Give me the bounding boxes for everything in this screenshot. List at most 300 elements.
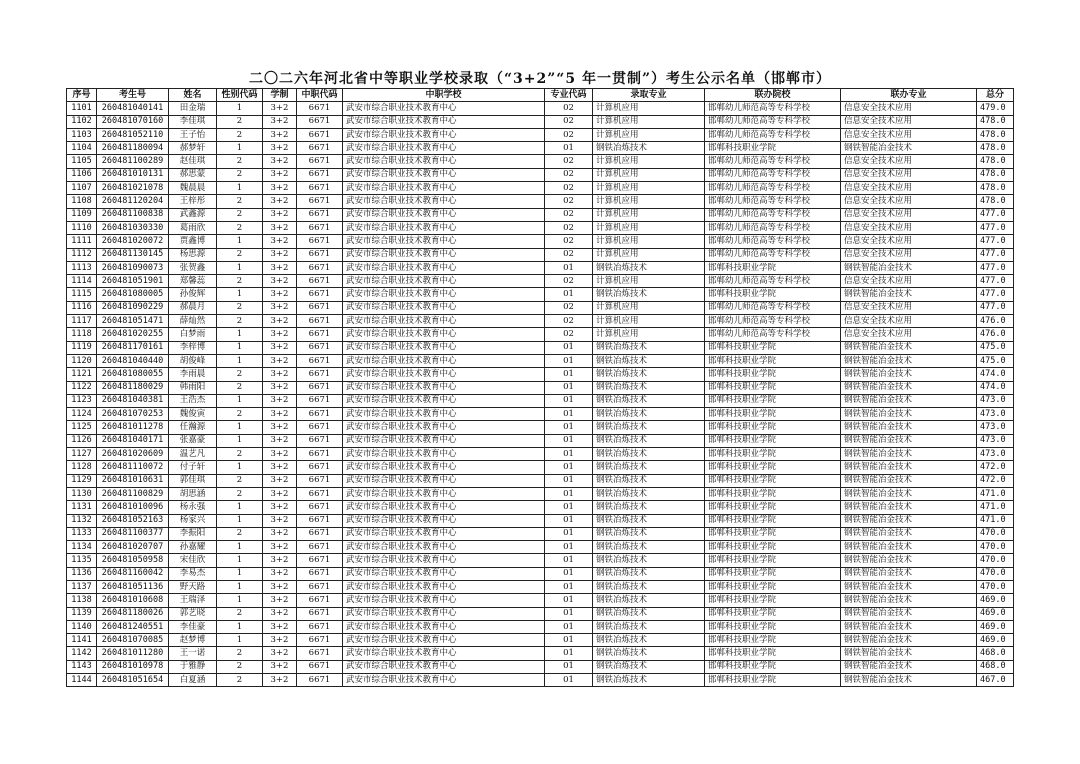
cell-exam-id: 260481090229 bbox=[97, 301, 169, 314]
cell-school: 武安市综合职业技术教育中心 bbox=[343, 168, 545, 181]
cell-partner-college: 邯郸科技职业学院 bbox=[705, 674, 841, 687]
cell-total-score: 477.0 bbox=[977, 301, 1014, 314]
cell-index: 1135 bbox=[67, 554, 97, 567]
cell-major-code: 01 bbox=[545, 527, 593, 540]
cell-partner-major: 信息安全技术应用 bbox=[841, 235, 977, 248]
col-header-program-type: 学制 bbox=[263, 89, 297, 102]
col-header-school-code: 中职代码 bbox=[297, 89, 343, 102]
cell-admitted-major: 钢铁冶炼技术 bbox=[593, 474, 705, 487]
cell-admitted-major: 计算机应用 bbox=[593, 195, 705, 208]
cell-name: 胡思涵 bbox=[169, 487, 217, 500]
cell-gender-code: 2 bbox=[217, 195, 263, 208]
cell-school: 武安市综合职业技术教育中心 bbox=[343, 474, 545, 487]
cell-name: 李佳豪 bbox=[169, 620, 217, 633]
cell-name: 张嘉豪 bbox=[169, 434, 217, 447]
cell-partner-major: 钢铁智能冶金技术 bbox=[841, 527, 977, 540]
cell-index: 1105 bbox=[67, 155, 97, 168]
cell-exam-id: 260481090073 bbox=[97, 261, 169, 274]
cell-index: 1134 bbox=[67, 541, 97, 554]
cell-index: 1140 bbox=[67, 620, 97, 633]
cell-school-code: 6671 bbox=[297, 288, 343, 301]
table-row bbox=[67, 554, 1014, 567]
cell-gender-code: 2 bbox=[217, 474, 263, 487]
cell-exam-id: 260481130145 bbox=[97, 248, 169, 261]
cell-major-code: 02 bbox=[545, 115, 593, 128]
cell-major-code: 02 bbox=[545, 235, 593, 248]
cell-name: 李易杰 bbox=[169, 567, 217, 580]
table-body bbox=[67, 102, 1014, 687]
cell-admitted-major: 钢铁冶炼技术 bbox=[593, 394, 705, 407]
cell-school-code: 6671 bbox=[297, 554, 343, 567]
cell-admitted-major: 钢铁冶炼技术 bbox=[593, 634, 705, 647]
cell-partner-major: 钢铁智能冶金技术 bbox=[841, 261, 977, 274]
cell-major-code: 01 bbox=[545, 408, 593, 421]
cell-exam-id: 260481051901 bbox=[97, 275, 169, 288]
cell-admitted-major: 钢铁冶炼技术 bbox=[593, 354, 705, 367]
cell-name: 宋佳欣 bbox=[169, 554, 217, 567]
cell-major-code: 02 bbox=[545, 182, 593, 195]
table-row bbox=[67, 128, 1014, 141]
cell-school-code: 6671 bbox=[297, 448, 343, 461]
cell-exam-id: 260481011280 bbox=[97, 647, 169, 660]
cell-gender-code: 1 bbox=[217, 634, 263, 647]
cell-total-score: 471.0 bbox=[977, 514, 1014, 527]
cell-admitted-major: 钢铁冶炼技术 bbox=[593, 594, 705, 607]
admission-table bbox=[66, 88, 1014, 687]
cell-partner-college: 邯郸科技职业学院 bbox=[705, 501, 841, 514]
cell-gender-code: 2 bbox=[217, 275, 263, 288]
cell-major-code: 02 bbox=[545, 275, 593, 288]
cell-index: 1133 bbox=[67, 527, 97, 540]
cell-name: 王梓彤 bbox=[169, 195, 217, 208]
table-row bbox=[67, 235, 1014, 248]
cell-school-code: 6671 bbox=[297, 408, 343, 421]
cell-name: 赵佳琪 bbox=[169, 155, 217, 168]
cell-school-code: 6671 bbox=[297, 434, 343, 447]
table-row bbox=[67, 261, 1014, 274]
cell-admitted-major: 计算机应用 bbox=[593, 221, 705, 234]
cell-admitted-major: 计算机应用 bbox=[593, 128, 705, 141]
cell-major-code: 01 bbox=[545, 580, 593, 593]
cell-exam-id: 260481110072 bbox=[97, 461, 169, 474]
cell-exam-id: 260481080055 bbox=[97, 368, 169, 381]
cell-index: 1121 bbox=[67, 368, 97, 381]
cell-gender-code: 1 bbox=[217, 182, 263, 195]
cell-admitted-major: 钢铁冶炼技术 bbox=[593, 368, 705, 381]
cell-name: 白夏涵 bbox=[169, 674, 217, 687]
cell-name: 付子轩 bbox=[169, 461, 217, 474]
cell-partner-major: 钢铁智能冶金技术 bbox=[841, 594, 977, 607]
cell-exam-id: 260481160042 bbox=[97, 567, 169, 580]
cell-name: 魏晨晨 bbox=[169, 182, 217, 195]
cell-major-code: 02 bbox=[545, 155, 593, 168]
cell-program-type: 3+2 bbox=[263, 288, 297, 301]
cell-gender-code: 1 bbox=[217, 461, 263, 474]
cell-admitted-major: 计算机应用 bbox=[593, 155, 705, 168]
document-title: 二〇二六年河北省中等职业学校录取（“3+2”“5 年一贯制”）考生公示名单（邯郸市） bbox=[248, 71, 832, 87]
cell-partner-major: 信息安全技术应用 bbox=[841, 315, 977, 328]
cell-major-code: 01 bbox=[545, 474, 593, 487]
cell-total-score: 469.0 bbox=[977, 620, 1014, 633]
cell-total-score: 477.0 bbox=[977, 235, 1014, 248]
cell-partner-major: 钢铁智能冶金技术 bbox=[841, 674, 977, 687]
cell-partner-college: 邯郸科技职业学院 bbox=[705, 341, 841, 354]
cell-index: 1141 bbox=[67, 634, 97, 647]
cell-gender-code: 2 bbox=[217, 674, 263, 687]
cell-exam-id: 260481240551 bbox=[97, 620, 169, 633]
cell-school: 武安市综合职业技术教育中心 bbox=[343, 607, 545, 620]
cell-program-type: 3+2 bbox=[263, 634, 297, 647]
cell-school: 武安市综合职业技术教育中心 bbox=[343, 554, 545, 567]
cell-exam-id: 260481100829 bbox=[97, 487, 169, 500]
cell-gender-code: 2 bbox=[217, 487, 263, 500]
cell-name: 赵梦博 bbox=[169, 634, 217, 647]
cell-partner-major: 信息安全技术应用 bbox=[841, 182, 977, 195]
cell-name: 韩雨阳 bbox=[169, 381, 217, 394]
cell-school-code: 6671 bbox=[297, 607, 343, 620]
cell-program-type: 3+2 bbox=[263, 354, 297, 367]
table-row bbox=[67, 368, 1014, 381]
cell-program-type: 3+2 bbox=[263, 434, 297, 447]
cell-exam-id: 260481100838 bbox=[97, 208, 169, 221]
cell-index: 1126 bbox=[67, 434, 97, 447]
cell-partner-major: 信息安全技术应用 bbox=[841, 208, 977, 221]
cell-gender-code: 1 bbox=[217, 421, 263, 434]
cell-partner-college: 邯郸幼儿师范高等专科学校 bbox=[705, 248, 841, 261]
cell-program-type: 3+2 bbox=[263, 208, 297, 221]
table-row bbox=[67, 474, 1014, 487]
cell-gender-code: 1 bbox=[217, 567, 263, 580]
cell-program-type: 3+2 bbox=[263, 315, 297, 328]
cell-gender-code: 2 bbox=[217, 301, 263, 314]
cell-index: 1107 bbox=[67, 182, 97, 195]
cell-name: 王子怡 bbox=[169, 128, 217, 141]
cell-major-code: 01 bbox=[545, 634, 593, 647]
cell-partner-major: 钢铁智能冶金技术 bbox=[841, 660, 977, 673]
table-row bbox=[67, 580, 1014, 593]
cell-total-score: 479.0 bbox=[977, 102, 1014, 115]
cell-total-score: 473.0 bbox=[977, 421, 1014, 434]
cell-school: 武安市综合职业技术教育中心 bbox=[343, 567, 545, 580]
cell-partner-major: 钢铁智能冶金技术 bbox=[841, 487, 977, 500]
cell-school: 武安市综合职业技术教育中心 bbox=[343, 354, 545, 367]
cell-major-code: 01 bbox=[545, 461, 593, 474]
cell-major-code: 01 bbox=[545, 394, 593, 407]
cell-major-code: 01 bbox=[545, 434, 593, 447]
cell-total-score: 469.0 bbox=[977, 594, 1014, 607]
cell-total-score: 470.0 bbox=[977, 527, 1014, 540]
cell-total-score: 471.0 bbox=[977, 501, 1014, 514]
table-row bbox=[67, 155, 1014, 168]
cell-total-score: 468.0 bbox=[977, 647, 1014, 660]
cell-index: 1130 bbox=[67, 487, 97, 500]
cell-program-type: 3+2 bbox=[263, 567, 297, 580]
cell-name: 薛灿然 bbox=[169, 315, 217, 328]
cell-total-score: 477.0 bbox=[977, 288, 1014, 301]
cell-name: 李梓博 bbox=[169, 341, 217, 354]
cell-gender-code: 2 bbox=[217, 315, 263, 328]
cell-total-score: 478.0 bbox=[977, 182, 1014, 195]
cell-admitted-major: 钢铁冶炼技术 bbox=[593, 607, 705, 620]
table-row bbox=[67, 634, 1014, 647]
cell-gender-code: 2 bbox=[217, 248, 263, 261]
cell-gender-code: 1 bbox=[217, 341, 263, 354]
cell-partner-major: 信息安全技术应用 bbox=[841, 301, 977, 314]
cell-partner-college: 邯郸科技职业学院 bbox=[705, 634, 841, 647]
cell-school-code: 6671 bbox=[297, 580, 343, 593]
cell-program-type: 3+2 bbox=[263, 554, 297, 567]
cell-exam-id: 260481080005 bbox=[97, 288, 169, 301]
cell-major-code: 01 bbox=[545, 607, 593, 620]
table-row bbox=[67, 221, 1014, 234]
cell-major-code: 01 bbox=[545, 541, 593, 554]
cell-program-type: 3+2 bbox=[263, 487, 297, 500]
cell-gender-code: 1 bbox=[217, 554, 263, 567]
cell-index: 1103 bbox=[67, 128, 97, 141]
table-row bbox=[67, 434, 1014, 447]
col-header-partner-major: 联办专业 bbox=[841, 89, 977, 102]
cell-school-code: 6671 bbox=[297, 155, 343, 168]
cell-school-code: 6671 bbox=[297, 315, 343, 328]
cell-index: 1120 bbox=[67, 354, 97, 367]
cell-program-type: 3+2 bbox=[263, 594, 297, 607]
cell-program-type: 3+2 bbox=[263, 580, 297, 593]
cell-index: 1127 bbox=[67, 448, 97, 461]
cell-exam-id: 260481030330 bbox=[97, 221, 169, 234]
cell-name: 李振阳 bbox=[169, 527, 217, 540]
cell-program-type: 3+2 bbox=[263, 341, 297, 354]
col-header-total-score: 总分 bbox=[977, 89, 1014, 102]
cell-school: 武安市综合职业技术教育中心 bbox=[343, 142, 545, 155]
cell-admitted-major: 钢铁冶炼技术 bbox=[593, 434, 705, 447]
cell-school-code: 6671 bbox=[297, 421, 343, 434]
cell-exam-id: 260481051654 bbox=[97, 674, 169, 687]
cell-major-code: 01 bbox=[545, 487, 593, 500]
cell-school: 武安市综合职业技术教育中心 bbox=[343, 195, 545, 208]
cell-total-score: 477.0 bbox=[977, 248, 1014, 261]
cell-major-code: 01 bbox=[545, 660, 593, 673]
cell-index: 1118 bbox=[67, 328, 97, 341]
cell-gender-code: 2 bbox=[217, 208, 263, 221]
table-row bbox=[67, 514, 1014, 527]
cell-admitted-major: 钢铁冶炼技术 bbox=[593, 514, 705, 527]
cell-partner-college: 邯郸科技职业学院 bbox=[705, 421, 841, 434]
table-row bbox=[67, 182, 1014, 195]
cell-school: 武安市综合职业技术教育中心 bbox=[343, 527, 545, 540]
cell-total-score: 471.0 bbox=[977, 487, 1014, 500]
cell-gender-code: 2 bbox=[217, 168, 263, 181]
cell-school: 武安市综合职业技术教育中心 bbox=[343, 660, 545, 673]
cell-partner-major: 钢铁智能冶金技术 bbox=[841, 421, 977, 434]
cell-partner-college: 邯郸幼儿师范高等专科学校 bbox=[705, 168, 841, 181]
cell-admitted-major: 计算机应用 bbox=[593, 328, 705, 341]
cell-school-code: 6671 bbox=[297, 142, 343, 155]
table-row bbox=[67, 541, 1014, 554]
cell-gender-code: 1 bbox=[217, 501, 263, 514]
cell-major-code: 01 bbox=[545, 594, 593, 607]
cell-school-code: 6671 bbox=[297, 541, 343, 554]
cell-school: 武安市综合职业技术教育中心 bbox=[343, 580, 545, 593]
cell-name: 李佳琪 bbox=[169, 115, 217, 128]
cell-exam-id: 260481020255 bbox=[97, 328, 169, 341]
cell-major-code: 02 bbox=[545, 315, 593, 328]
cell-admitted-major: 钢铁冶炼技术 bbox=[593, 381, 705, 394]
cell-partner-college: 邯郸科技职业学院 bbox=[705, 261, 841, 274]
cell-total-score: 476.0 bbox=[977, 328, 1014, 341]
cell-major-code: 02 bbox=[545, 221, 593, 234]
cell-school-code: 6671 bbox=[297, 394, 343, 407]
cell-admitted-major: 钢铁冶炼技术 bbox=[593, 620, 705, 633]
cell-name: 葛雨欣 bbox=[169, 221, 217, 234]
cell-index: 1112 bbox=[67, 248, 97, 261]
cell-major-code: 01 bbox=[545, 381, 593, 394]
cell-school-code: 6671 bbox=[297, 674, 343, 687]
cell-program-type: 3+2 bbox=[263, 155, 297, 168]
cell-school: 武安市综合职业技术教育中心 bbox=[343, 102, 545, 115]
cell-school-code: 6671 bbox=[297, 195, 343, 208]
cell-partner-college: 邯郸科技职业学院 bbox=[705, 541, 841, 554]
table-row bbox=[67, 248, 1014, 261]
cell-exam-id: 260481011278 bbox=[97, 421, 169, 434]
cell-program-type: 3+2 bbox=[263, 142, 297, 155]
cell-index: 1132 bbox=[67, 514, 97, 527]
cell-partner-college: 邯郸科技职业学院 bbox=[705, 620, 841, 633]
col-header-major-code: 专业代码 bbox=[545, 89, 593, 102]
cell-partner-college: 邯郸幼儿师范高等专科学校 bbox=[705, 275, 841, 288]
cell-admitted-major: 计算机应用 bbox=[593, 235, 705, 248]
cell-total-score: 470.0 bbox=[977, 554, 1014, 567]
cell-name: 郭佳琪 bbox=[169, 474, 217, 487]
cell-exam-id: 260481100377 bbox=[97, 527, 169, 540]
cell-admitted-major: 钢铁冶炼技术 bbox=[593, 647, 705, 660]
cell-index: 1129 bbox=[67, 474, 97, 487]
cell-exam-id: 260481020609 bbox=[97, 448, 169, 461]
cell-school-code: 6671 bbox=[297, 660, 343, 673]
cell-partner-major: 钢铁智能冶金技术 bbox=[841, 142, 977, 155]
cell-index: 1136 bbox=[67, 567, 97, 580]
cell-program-type: 3+2 bbox=[263, 541, 297, 554]
cell-gender-code: 2 bbox=[217, 221, 263, 234]
cell-name: 胡俊峰 bbox=[169, 354, 217, 367]
cell-exam-id: 260481051136 bbox=[97, 580, 169, 593]
cell-admitted-major: 钢铁冶炼技术 bbox=[593, 421, 705, 434]
table-row bbox=[67, 208, 1014, 221]
cell-index: 1142 bbox=[67, 647, 97, 660]
cell-exam-id: 260481052163 bbox=[97, 514, 169, 527]
cell-partner-college: 邯郸科技职业学院 bbox=[705, 434, 841, 447]
cell-partner-college: 邯郸科技职业学院 bbox=[705, 487, 841, 500]
cell-admitted-major: 计算机应用 bbox=[593, 182, 705, 195]
cell-school: 武安市综合职业技术教育中心 bbox=[343, 301, 545, 314]
cell-name: 李雨晨 bbox=[169, 368, 217, 381]
cell-school: 武安市综合职业技术教育中心 bbox=[343, 115, 545, 128]
cell-admitted-major: 钢铁冶炼技术 bbox=[593, 261, 705, 274]
cell-admitted-major: 计算机应用 bbox=[593, 301, 705, 314]
cell-major-code: 01 bbox=[545, 554, 593, 567]
cell-gender-code: 1 bbox=[217, 594, 263, 607]
cell-index: 1124 bbox=[67, 408, 97, 421]
cell-program-type: 3+2 bbox=[263, 195, 297, 208]
cell-admitted-major: 钢铁冶炼技术 bbox=[593, 448, 705, 461]
cell-school-code: 6671 bbox=[297, 128, 343, 141]
cell-partner-major: 信息安全技术应用 bbox=[841, 275, 977, 288]
cell-exam-id: 260481040381 bbox=[97, 394, 169, 407]
table-row bbox=[67, 487, 1014, 500]
cell-partner-college: 邯郸幼儿师范高等专科学校 bbox=[705, 195, 841, 208]
cell-name: 王浩杰 bbox=[169, 394, 217, 407]
cell-exam-id: 260481010608 bbox=[97, 594, 169, 607]
cell-admitted-major: 计算机应用 bbox=[593, 208, 705, 221]
cell-program-type: 3+2 bbox=[263, 275, 297, 288]
cell-total-score: 478.0 bbox=[977, 155, 1014, 168]
cell-gender-code: 1 bbox=[217, 261, 263, 274]
cell-admitted-major: 钢铁冶炼技术 bbox=[593, 674, 705, 687]
cell-program-type: 3+2 bbox=[263, 448, 297, 461]
cell-name: 杨思源 bbox=[169, 248, 217, 261]
table-row bbox=[67, 421, 1014, 434]
cell-total-score: 469.0 bbox=[977, 634, 1014, 647]
cell-school-code: 6671 bbox=[297, 487, 343, 500]
cell-partner-major: 信息安全技术应用 bbox=[841, 168, 977, 181]
cell-partner-college: 邯郸科技职业学院 bbox=[705, 354, 841, 367]
cell-school: 武安市综合职业技术教育中心 bbox=[343, 448, 545, 461]
col-header-index: 序号 bbox=[67, 89, 97, 102]
cell-program-type: 3+2 bbox=[263, 235, 297, 248]
cell-partner-college: 邯郸科技职业学院 bbox=[705, 142, 841, 155]
cell-gender-code: 1 bbox=[217, 514, 263, 527]
cell-name: 郭艺晓 bbox=[169, 607, 217, 620]
cell-partner-college: 邯郸幼儿师范高等专科学校 bbox=[705, 301, 841, 314]
cell-partner-major: 信息安全技术应用 bbox=[841, 328, 977, 341]
table-row bbox=[67, 660, 1014, 673]
cell-school-code: 6671 bbox=[297, 275, 343, 288]
cell-index: 1104 bbox=[67, 142, 97, 155]
cell-exam-id: 260481051471 bbox=[97, 315, 169, 328]
cell-name: 杨永强 bbox=[169, 501, 217, 514]
cell-index: 1122 bbox=[67, 381, 97, 394]
cell-index: 1125 bbox=[67, 421, 97, 434]
cell-major-code: 01 bbox=[545, 674, 593, 687]
cell-exam-id: 260481070253 bbox=[97, 408, 169, 421]
cell-partner-major: 钢铁智能冶金技术 bbox=[841, 541, 977, 554]
cell-index: 1102 bbox=[67, 115, 97, 128]
table-row bbox=[67, 288, 1014, 301]
cell-total-score: 475.0 bbox=[977, 341, 1014, 354]
cell-exam-id: 260481180094 bbox=[97, 142, 169, 155]
cell-school: 武安市综合职业技术教育中心 bbox=[343, 275, 545, 288]
cell-exam-id: 260481052110 bbox=[97, 128, 169, 141]
cell-school-code: 6671 bbox=[297, 527, 343, 540]
cell-school-code: 6671 bbox=[297, 221, 343, 234]
cell-school: 武安市综合职业技术教育中心 bbox=[343, 434, 545, 447]
cell-partner-college: 邯郸幼儿师范高等专科学校 bbox=[705, 128, 841, 141]
cell-school: 武安市综合职业技术教育中心 bbox=[343, 248, 545, 261]
col-header-exam-id: 考生号 bbox=[97, 89, 169, 102]
table-row bbox=[67, 461, 1014, 474]
cell-school-code: 6671 bbox=[297, 594, 343, 607]
cell-school-code: 6671 bbox=[297, 514, 343, 527]
cell-index: 1111 bbox=[67, 235, 97, 248]
table-header-row bbox=[67, 89, 1014, 102]
cell-school-code: 6671 bbox=[297, 168, 343, 181]
table-row bbox=[67, 341, 1014, 354]
cell-major-code: 02 bbox=[545, 128, 593, 141]
cell-school: 武安市综合职业技术教育中心 bbox=[343, 341, 545, 354]
cell-admitted-major: 计算机应用 bbox=[593, 102, 705, 115]
cell-partner-major: 钢铁智能冶金技术 bbox=[841, 381, 977, 394]
cell-school-code: 6671 bbox=[297, 501, 343, 514]
cell-admitted-major: 钢铁冶炼技术 bbox=[593, 580, 705, 593]
